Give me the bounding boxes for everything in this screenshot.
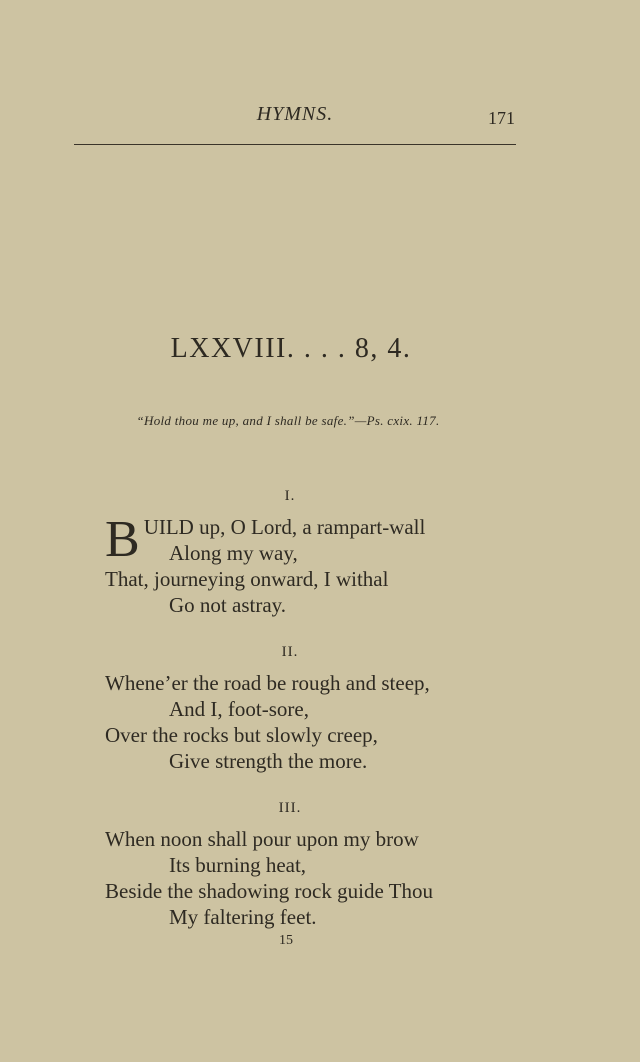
epigraph: “Hold thou me up, and I shall be safe.”—Ps. cxix. 117. bbox=[136, 413, 440, 428]
stanza-line: Over the rocks but slowly creep, bbox=[105, 723, 378, 747]
hymn-number: LXXVIII. . . . 8, 4. bbox=[170, 333, 412, 364]
stanza-numeral: III. bbox=[278, 800, 302, 816]
line-text: UILD up, O Lord, a rampart-wall bbox=[143, 515, 426, 539]
stanza-line: Its burning heat, bbox=[169, 853, 307, 877]
stanza-line: Go not astray. bbox=[169, 593, 287, 617]
stanza-line: Whene’er the road be rough and steep, bbox=[105, 671, 430, 695]
stanza-line: My faltering feet. bbox=[169, 905, 317, 929]
header-rule bbox=[74, 144, 516, 145]
stanza-line: Beside the shadowing rock guide Thou bbox=[105, 879, 433, 903]
page-number: 171 bbox=[488, 108, 515, 128]
stanza-line: Give strength the more. bbox=[169, 749, 368, 773]
stanza-2 bbox=[105, 644, 565, 774]
stanza-3 bbox=[105, 800, 565, 930]
drop-cap: B bbox=[105, 511, 140, 568]
stanza-line: And I, foot-sore, bbox=[169, 697, 309, 721]
stanza-1 bbox=[105, 488, 565, 618]
stanza-numeral: II. bbox=[281, 644, 299, 660]
running-title: HYMNS. bbox=[256, 103, 334, 125]
stanza-line: Along my way, bbox=[169, 541, 298, 565]
stanza-line: That, journeying onward, I withal bbox=[105, 567, 389, 591]
stanza-numeral: I. bbox=[284, 488, 296, 504]
signature-mark: 15 bbox=[279, 933, 293, 948]
stanza-line: When noon shall pour upon my brow bbox=[105, 827, 419, 851]
